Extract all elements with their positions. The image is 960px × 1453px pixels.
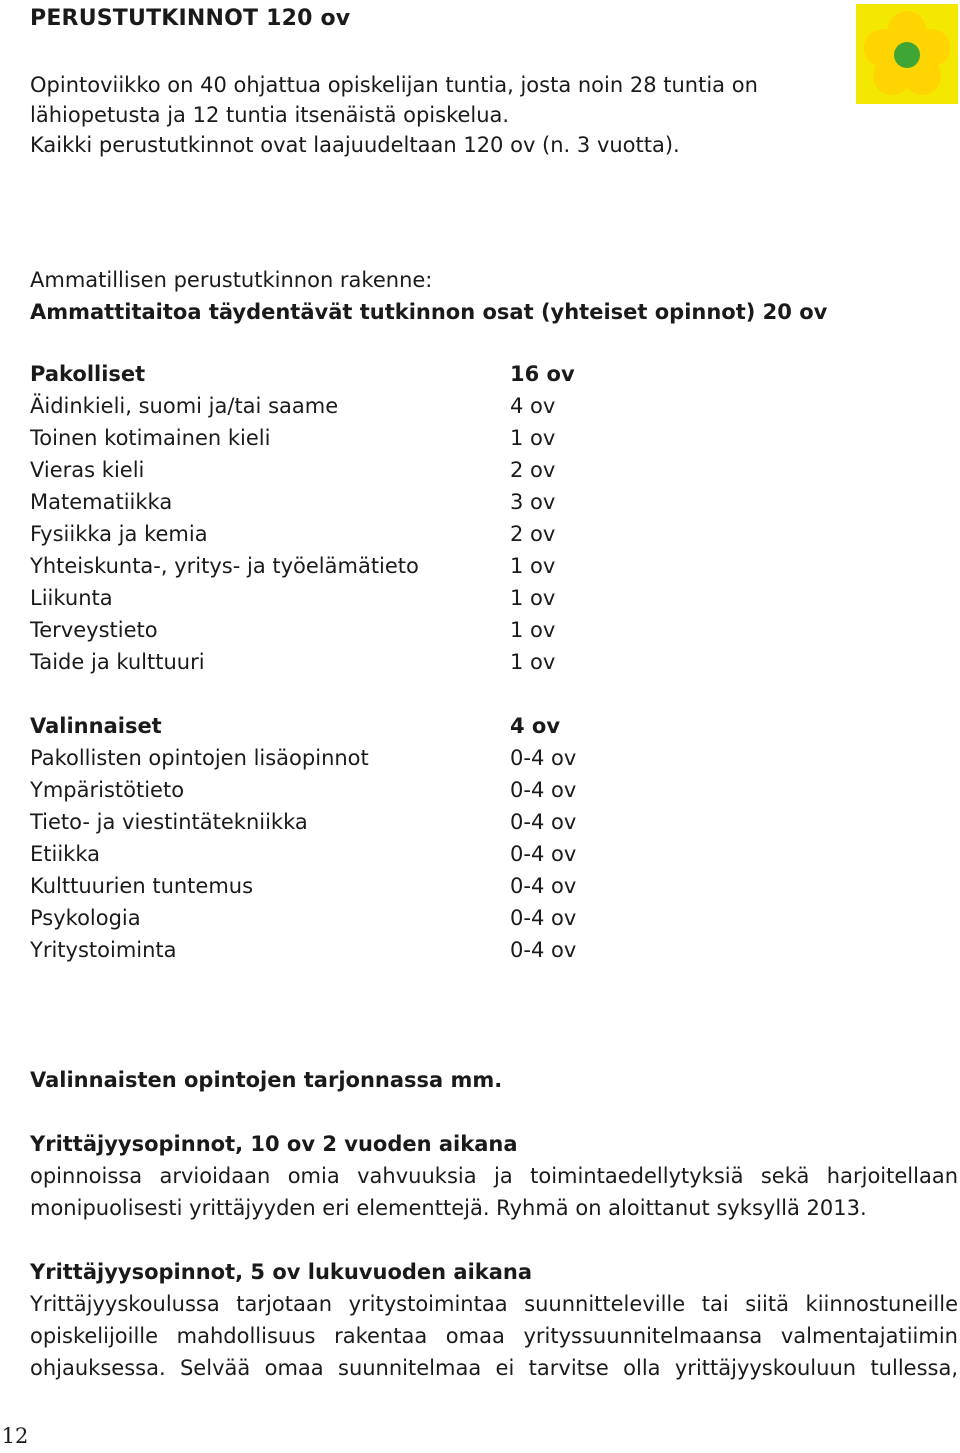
course-credits: 0-4 ov — [510, 906, 577, 930]
table-row — [30, 774, 730, 806]
course-name: Yritystoiminta — [30, 938, 177, 962]
table-row — [30, 454, 730, 486]
offering-title: Yrittäjyysopinnot, 5 ov lukuvuoden aikana — [30, 1260, 533, 1284]
course-tables — [30, 358, 730, 966]
structure-section — [30, 264, 910, 328]
course-name: Yhteiskunta-, yritys- ja työelämätieto — [30, 554, 419, 578]
course-name: Matematiikka — [30, 490, 173, 514]
table-row — [30, 518, 730, 550]
course-name: Ympäristötieto — [30, 778, 185, 802]
structure-label: Ammatillisen perustutkinnon rakenne: — [30, 268, 433, 292]
intro-line: Opintoviikko on 40 ohjattua opiskelijan tuntia, josta noin 28 tuntia on — [30, 73, 758, 97]
course-credits: 0-4 ov — [510, 810, 577, 834]
course-name: Psykologia — [30, 906, 141, 930]
course-credits: 0-4 ov — [510, 778, 577, 802]
optional-header-row — [30, 710, 730, 742]
mandatory-title: Pakolliset — [30, 362, 146, 386]
course-name: Fysiikka ja kemia — [30, 522, 208, 546]
course-credits: 0-4 ov — [510, 746, 577, 770]
offering-line — [30, 1352, 958, 1384]
table-row — [30, 614, 730, 646]
offerings-title: Valinnaisten opintojen tarjonnassa mm. — [30, 1068, 503, 1092]
table-row — [30, 422, 730, 454]
course-credits: 2 ov — [510, 522, 556, 546]
offering-line-text: Yrittäjyyskoulussa tarjotaan yritystoimintaa suunnitteleville tai siitä kiinnostuneille — [30, 1292, 958, 1316]
course-credits: 0-4 ov — [510, 938, 577, 962]
offering-block — [30, 1256, 958, 1384]
page-number: 12 — [1, 1424, 29, 1448]
course-name: Terveystieto — [30, 618, 158, 642]
intro-paragraph — [30, 70, 840, 160]
page-title: PERUSTUTKINNOT 120 ov — [30, 6, 351, 31]
course-name: Taide ja kulttuuri — [30, 650, 205, 674]
flower-logo — [856, 4, 958, 104]
course-name: Etiikka — [30, 842, 100, 866]
table-row — [30, 390, 730, 422]
course-name: Äidinkieli, suomi ja/tai saame — [30, 394, 339, 418]
table-row — [30, 582, 730, 614]
course-name: Pakollisten opintojen lisäopinnot — [30, 746, 369, 770]
table-row — [30, 902, 730, 934]
table-row — [30, 870, 730, 902]
offering-line-text: ohjauksessa. Selvää omaa suunnitelmaa ei tarvitse olla yrittäjyyskouluun tullessa, — [30, 1356, 958, 1380]
offering-line: monipuolisesti yrittäjyyden eri elementtejä. Ryhmä on aloittanut syksyllä 2013. — [30, 1196, 867, 1220]
course-name: Tieto- ja viestintätekniikka — [30, 810, 308, 834]
course-credits: 1 ov — [510, 426, 556, 450]
offering-line — [30, 1160, 958, 1192]
table-row — [30, 486, 730, 518]
intro-line: Kaikki perustutkinnot ovat laajuudeltaan 120 ov (n. 3 vuotta). — [30, 133, 680, 157]
course-credits: 1 ov — [510, 586, 556, 610]
table-row — [30, 550, 730, 582]
table-row — [30, 742, 730, 774]
offerings-section — [30, 1064, 958, 1384]
course-credits: 1 ov — [510, 650, 556, 674]
offering-block — [30, 1128, 958, 1224]
course-credits: 0-4 ov — [510, 842, 577, 866]
course-name: Kulttuurien tuntemus — [30, 874, 254, 898]
course-name: Toinen kotimainen kieli — [30, 426, 271, 450]
mandatory-total: 16 ov — [510, 362, 575, 386]
table-spacer — [30, 678, 730, 710]
course-credits: 4 ov — [510, 394, 556, 418]
table-row — [30, 934, 730, 966]
intro-line: lähiopetusta ja 12 tuntia itsenäistä opiskelua. — [30, 103, 510, 127]
offering-line-text: opiskelijoille mahdollisuus rakentaa omaa yrityssuunnitelmaansa valmentajatiimin — [30, 1324, 958, 1348]
table-row — [30, 838, 730, 870]
course-credits: 1 ov — [510, 618, 556, 642]
optional-title: Valinnaiset — [30, 714, 162, 738]
offering-line-text: opinnoissa arvioidaan omia vahvuuksia ja toimintaedellytyksiä sekä harjoitellaan — [30, 1164, 958, 1188]
offering-line — [30, 1320, 958, 1352]
flower-icon — [856, 4, 958, 104]
course-name: Vieras kieli — [30, 458, 145, 482]
course-credits: 3 ov — [510, 490, 556, 514]
course-name: Liikunta — [30, 586, 113, 610]
table-row — [30, 806, 730, 838]
course-credits: 0-4 ov — [510, 874, 577, 898]
course-credits: 2 ov — [510, 458, 556, 482]
structure-heading: Ammattitaitoa täydentävät tutkinnon osat (yhteiset opinnot) 20 ov — [30, 300, 828, 324]
offering-line — [30, 1288, 958, 1320]
mandatory-header-row — [30, 358, 730, 390]
offering-title: Yrittäjyysopinnot, 10 ov 2 vuoden aikana — [30, 1132, 518, 1156]
optional-total: 4 ov — [510, 714, 561, 738]
table-row — [30, 646, 730, 678]
course-credits: 1 ov — [510, 554, 556, 578]
